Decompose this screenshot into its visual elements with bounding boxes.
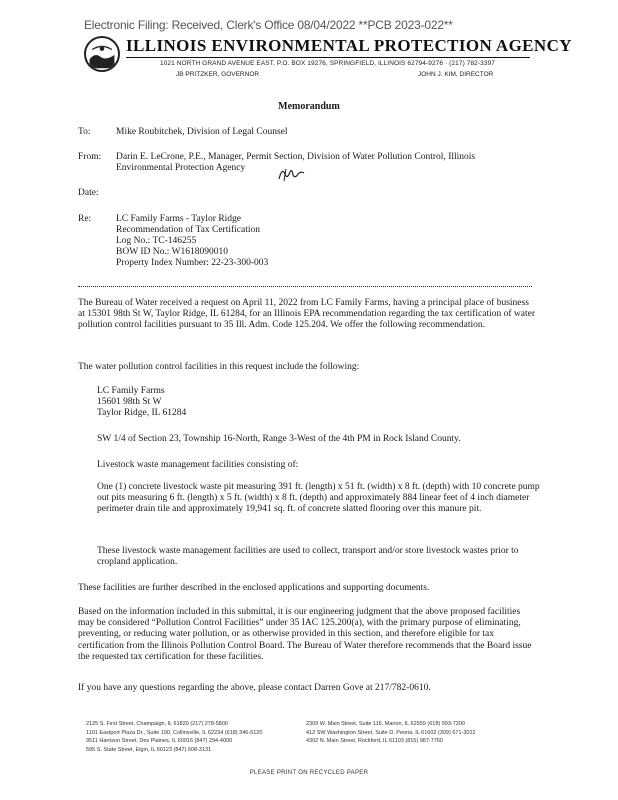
header-separator — [78, 286, 532, 287]
address-line: LC Family Farms — [97, 386, 165, 396]
facility-address — [97, 386, 541, 420]
from-label: From: — [78, 152, 102, 162]
footer-office-line: 595 S. State Street, Elgin, IL 60123 (847) 608-3131 — [86, 746, 212, 753]
governor-name: JB PRITZKER, GOVERNOR — [176, 71, 260, 78]
re-line: BOW ID No.: W1618090010 — [116, 247, 229, 257]
from-line-2: Environmental Protection Agency — [116, 163, 246, 173]
footer-office-line: 412 SW Washington Street, Suite D, Peoria, IL 61602 (309) 671-3022 — [306, 729, 476, 736]
seal-emblem-icon — [86, 38, 118, 70]
further-paragraph: These facilities are further described in the enclosed applications and supporting documents. — [78, 583, 430, 593]
facilities-intro: The water pollution control facilities in this request include the following: — [78, 362, 360, 372]
address-line: Taylor Ridge, IL 61284 — [97, 408, 187, 419]
livestock-intro: Livestock waste management facilities consisting of: — [97, 460, 299, 470]
from-value — [116, 152, 576, 174]
memo-title: Memorandum — [278, 101, 340, 112]
to-label: To: — [78, 127, 91, 137]
contact-paragraph: If you have any questions regarding the above, please contact Darren Gove at 217/782-0610. — [78, 683, 431, 693]
from-line-1: Darin E. LeCrone, P.E., Manager, Permit Section, Division of Water Pollution Control, Illinois — [116, 152, 476, 162]
footer-office-line: 1101 Eastport Plaza Dr., Suite 100, Collinsville, IL 62234 (618) 346-5120 — [86, 729, 263, 736]
recycled-paper-note: PLEASE PRINT ON RECYCLED PAPER — [249, 770, 369, 776]
re-line: Recommendation of Tax Certification — [116, 225, 260, 235]
facility-description: One (1) concrete livestock waste pit measuring 391 ft. (length) x 51 ft. (width) x 8 ft. (depth) with 10 concrete pump out pits measuring 6 ft. (length) x 5 ft. (width) x 8 ft. (depth) and approximately 884 linear feet of 4 inch diameter perimeter drain tile and approximately 19,941 sq. ft. of concrete slatted flooring over this manure pit. — [97, 482, 540, 515]
intro-paragraph: The Bureau of Water received a request on April 11, 2022 from LC Family Farms, having a principal place of business at 15301 98th St W, Taylor Ridge, IL 61284, for an Illinois EPA recommendation regarding the tax certification of water pollution control facilities pursuant to 35 Ill. Adm. Code 125.204. We offer the following recommendation. — [78, 298, 535, 331]
director-name: JOHN J. KIM, DIRECTOR — [418, 71, 494, 78]
re-line: Property Index Number: 22-23-300-003 — [116, 258, 269, 268]
purpose-paragraph: These livestock waste management facilities are used to collect, transport and/or store livestock wastes prior to cropland application. — [97, 546, 519, 568]
re-label: Re: — [78, 214, 92, 224]
footer-office-line: 2309 W. Main Street, Suite 116, Marion, IL 62959 (618) 993-7200 — [306, 721, 465, 727]
agency-address: 1021 NORTH GRAND AVENUE EAST, P.O. BOX 19276, SPRINGFIELD, ILLINOIS 62794-9276 · (217) 782-3397 — [160, 60, 496, 67]
re-line: LC Family Farms - Taylor Ridge — [116, 214, 242, 224]
footer-office-line: 4302 N. Main Street, Rockford, IL 61103 (815) 987-7760 — [306, 738, 443, 745]
signature-initials — [276, 165, 306, 183]
to-value: Mike Roubitchek, Division of Legal Counsel — [116, 127, 288, 137]
footer-office-line: 9511 Harrison Street, Des Plaines, IL 60016 (847) 294-4000 — [86, 738, 233, 745]
agency-seal-logo — [84, 36, 120, 72]
electronic-filing-stamp: Electronic Filing: Received, Clerk's Office 08/04/2022 **PCB 2023-022** — [84, 18, 453, 32]
judgement-paragraph: Based on the information included in this submittal, it is our engineering judgment that the above proposed facilities may be considered “Pollution Control Facilities” under 35 IAC 125.200(a), with the primary purpose of eliminating, preventing, or reducing water pollution, or as otherwise provided in this section, and therefore eligible for tax certification from the Illinois Pollution Control Board. The Bureau of Water therefore recommends that the Board issue the requested tax certification for these facilities. — [78, 607, 532, 662]
location-paragraph: SW 1/4 of Section 23, Township 16-North, Range 3-West of the 4th PM in Rock Island County. — [97, 434, 461, 444]
date-label: Date: — [78, 188, 99, 198]
footer-office-line: 2125 S. First Street, Champaign, IL 61820 (217) 278-5800 — [86, 721, 228, 727]
re-value — [116, 214, 576, 269]
letterhead-rule — [126, 57, 530, 58]
address-line: 15601 98th St W — [97, 397, 162, 408]
footer-offices-right — [306, 720, 476, 746]
footer-offices-left — [86, 720, 262, 754]
agency-name: ILLINOIS ENVIRONMENTAL PROTECTION AGENCY — [126, 36, 572, 55]
re-line: Log No.: TC-146255 — [116, 236, 197, 246]
